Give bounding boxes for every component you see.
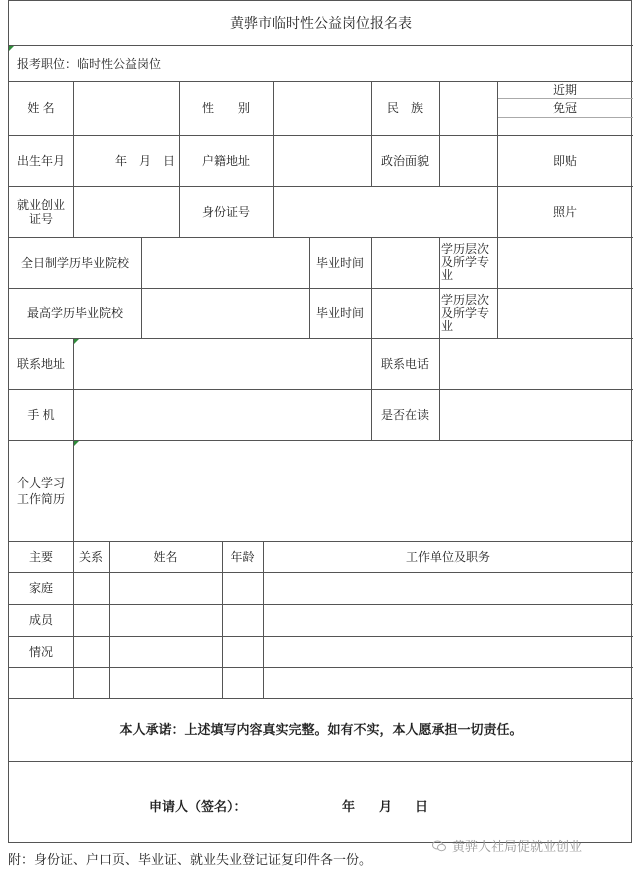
label-grad-time-2: 毕业时间 — [315, 306, 364, 320]
signature-year: 年 — [342, 799, 356, 814]
cell-marker — [74, 441, 79, 446]
photo-text-4: 照片 — [552, 204, 577, 219]
watermark-text: 黄骅人社局促就业创业 — [452, 839, 583, 854]
family-header-relation: 关系 — [78, 549, 103, 564]
label-name: 姓 名 — [27, 101, 55, 115]
family-header-age: 年龄 — [230, 549, 255, 564]
label-address: 联系地址 — [16, 356, 65, 371]
label-gender: 性 别 — [201, 101, 250, 115]
birth-date-placeholder: 年 月 日 — [114, 153, 175, 168]
registration-form — [8, 0, 632, 843]
signature-day: 日 — [415, 799, 429, 814]
signature-label: 申请人（签名）： — [149, 799, 247, 814]
photo-text-3: 即贴 — [552, 153, 577, 168]
label-mobile: 手 机 — [27, 407, 55, 422]
family-header-work: 工作单位及职务 — [405, 549, 490, 564]
label-edu-major-2: 学历层次 及所学专 业 — [441, 292, 490, 333]
label-resume: 个人学习 工作简历 — [16, 475, 65, 506]
label-ethnicity: 民 族 — [386, 101, 423, 115]
signature-month: 月 — [379, 799, 393, 814]
family-header-name: 姓名 — [153, 549, 178, 564]
label-political: 政治面貌 — [380, 153, 429, 168]
label-employment-cert: 就业创业 证号 — [16, 197, 65, 226]
pledge-text: 本人承诺：上述填写内容真实完整。如有不实，本人愿承担一切责任。 — [119, 721, 523, 737]
cell-marker — [9, 46, 14, 51]
label-grad-time-1: 毕业时间 — [315, 255, 364, 270]
watermark — [432, 836, 582, 855]
label-fulltime-school: 全日制学历毕业院校 — [20, 255, 129, 270]
position-line: 报考职位：临时性公益岗位 — [9, 45, 633, 81]
family-side-3: 情况 — [28, 644, 53, 659]
family-side-1: 家庭 — [28, 581, 53, 595]
cell-marker — [74, 339, 79, 344]
label-birth: 出生年月 — [16, 153, 65, 168]
wechat-icon — [432, 840, 446, 852]
label-studying: 是否在读 — [380, 407, 429, 422]
form-title: 黄骅市临时性公益岗位报名表 — [230, 15, 412, 31]
label-phone: 联系电话 — [380, 356, 429, 371]
family-side-2: 成员 — [28, 613, 53, 627]
label-edu-major-1: 学历层次 及所学专 业 — [441, 242, 490, 282]
label-hukou: 户籍地址 — [201, 153, 250, 168]
photo-text-1: 近期 — [552, 82, 577, 97]
family-header-main: 主要 — [28, 549, 53, 564]
label-id-number: 身份证号 — [201, 204, 250, 219]
footnote: 附：身份证、户口页、毕业证、就业失业登记证复印件各一份。 — [8, 851, 373, 867]
label-highest-school: 最高学历毕业院校 — [26, 306, 123, 320]
photo-text-2: 免冠 — [552, 101, 577, 115]
